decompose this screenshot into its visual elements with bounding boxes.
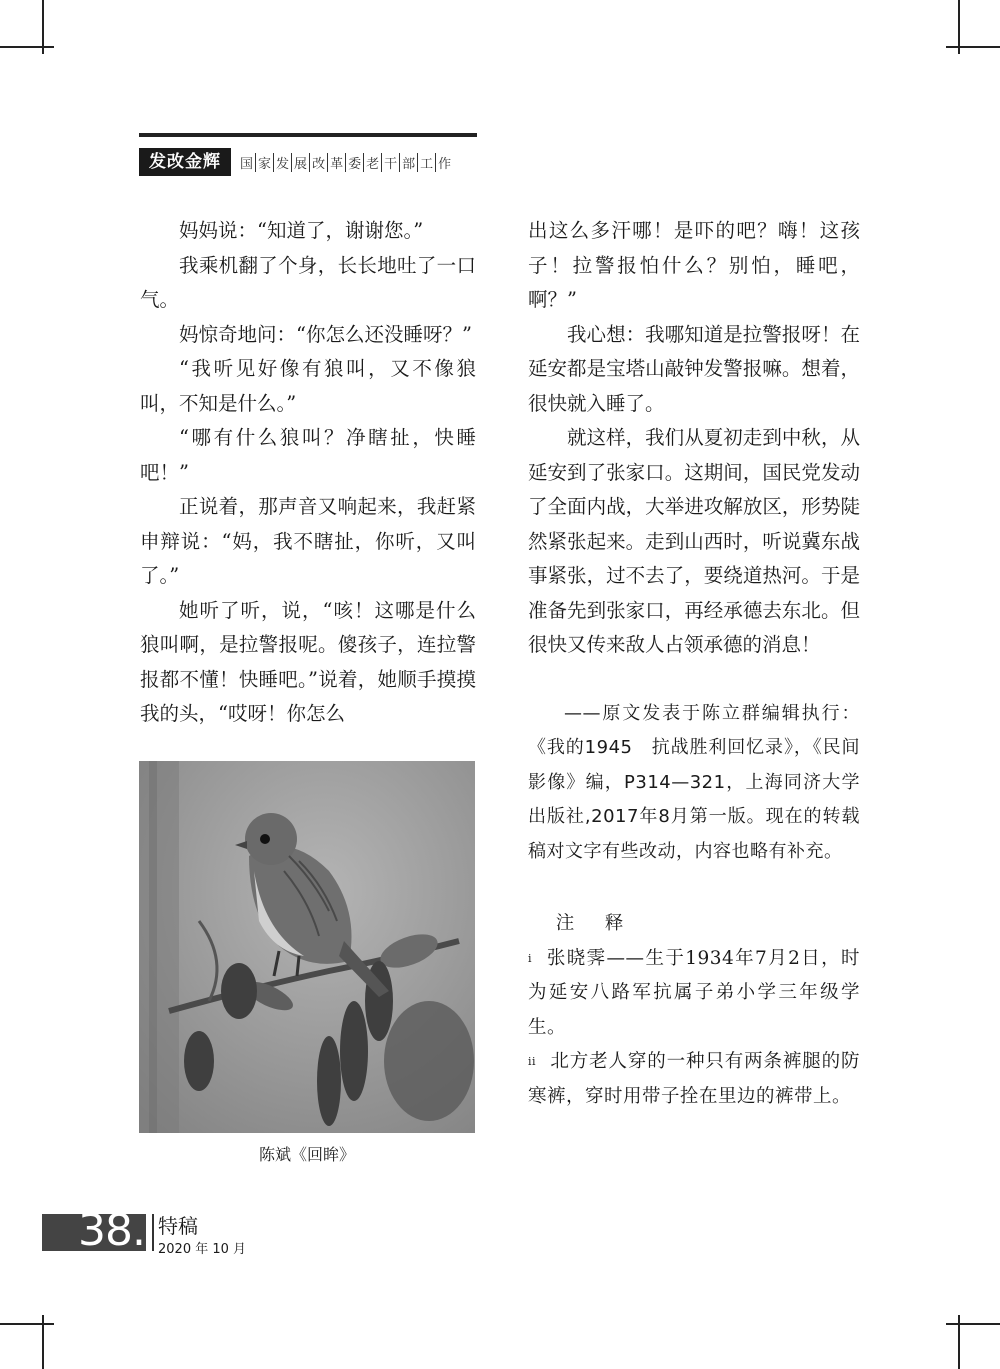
right-column bbox=[528, 214, 860, 1114]
subtitle-char: 展 bbox=[291, 153, 309, 172]
photo-caption: 陈斌《回眸》 bbox=[258, 1145, 355, 1164]
paragraph: 正说着，那声音又响起来，我赶紧申辩说：“妈，我不瞎扯，你听，又叫了。” bbox=[140, 495, 476, 587]
bird-illustration bbox=[139, 761, 475, 1133]
page-number: 38. bbox=[78, 1205, 145, 1256]
subtitle-char: 家 bbox=[255, 153, 273, 172]
section-title: 发改金辉 bbox=[139, 148, 231, 176]
crop-mark bbox=[958, 0, 960, 54]
paragraph: “哪有什么狼叫？净瞎扯，快睡吧！” bbox=[140, 426, 476, 484]
spacer bbox=[528, 663, 860, 697]
header-subtitle bbox=[238, 148, 453, 176]
subtitle-char: 部 bbox=[399, 153, 417, 172]
footnote bbox=[528, 942, 860, 1046]
footnote-text: 北方老人穿的一种只有两条裤腿的防寒裤，穿时用带子拴在里边的裤带上。 bbox=[528, 1051, 860, 1107]
crop-mark bbox=[42, 1315, 44, 1369]
paragraph: “我听见好像有狼叫，又不像狼叫，不知是什么。” bbox=[140, 357, 476, 415]
paragraph: 就这样，我们从夏初走到中秋，从延安到了张家口。这期间，国民党发动了全面内战，大举进攻解放区，形势陡然紧张起来。走到山西时，听说冀东战事紧张，过不去了，要绕道热河。于是准备先到张家口，再经承德去东北。但很快又传来敌人占领承德的消息！ bbox=[528, 426, 860, 656]
notes-heading: 注 释 bbox=[555, 913, 630, 934]
subtitle-char: 老 bbox=[363, 153, 381, 172]
footnote-text: 张晓霁——生于1934年7月2日，时为延安八路军抗属子弟小学三年级学生。 bbox=[528, 947, 860, 1038]
crop-mark bbox=[42, 0, 44, 54]
header-rule bbox=[139, 133, 477, 137]
source-note: ——原文发表于陈立群编辑执行：《我的1945 抗战胜利回忆录》，《民间影像》编，P314—321，上海同济大学出版社,2017年8月第一版。现在的转载稿对文字有些改动，内容也略有补充。 bbox=[528, 702, 860, 862]
crop-mark bbox=[958, 1315, 960, 1369]
crop-mark bbox=[946, 46, 1000, 48]
subtitle-char: 委 bbox=[345, 153, 363, 172]
footnote bbox=[528, 1045, 860, 1114]
paragraph: 我心想：我哪知道是拉警报呀！在延安都是宝塔山敲钟发警报嘛。想着，很快就入睡了。 bbox=[528, 322, 860, 415]
paragraph: 妈惊奇地问：“你怎么还没睡呀？” bbox=[179, 322, 472, 346]
crop-mark bbox=[0, 1323, 54, 1325]
subtitle-char: 干 bbox=[381, 153, 399, 172]
spacer bbox=[528, 869, 860, 903]
subtitle-char: 发 bbox=[273, 153, 291, 172]
subtitle-char: 革 bbox=[327, 153, 345, 172]
paragraph: 她听了听，说，“咳！这哪是什么狼叫啊，是拉警报呢。傻孩子，连拉警报都不懂！快睡吧。”说着，她顺手摸摸我的头，“哎呀！你怎么 bbox=[140, 598, 476, 725]
crop-mark bbox=[0, 46, 54, 48]
subtitle-char: 国 bbox=[240, 156, 254, 172]
subtitle-char: 作 bbox=[435, 153, 453, 172]
paragraph: 妈妈说：“知道了，谢谢您。” bbox=[179, 219, 424, 242]
bird-photo bbox=[139, 761, 475, 1133]
subtitle-char: 工 bbox=[417, 153, 435, 172]
footer-divider bbox=[152, 1214, 154, 1251]
left-column bbox=[140, 214, 476, 732]
footer-section: 特稿 bbox=[158, 1214, 198, 1238]
crop-mark bbox=[946, 1323, 1000, 1325]
footer-date: 2020 年 10 月 bbox=[158, 1242, 247, 1257]
footnote-mark: ii bbox=[528, 1055, 537, 1068]
paragraph: 我乘机翻了个身，长长地吐了一口气。 bbox=[140, 253, 476, 311]
footnote-mark: i bbox=[528, 951, 533, 965]
paragraph-continuation: 出这么多汗哪！是吓的吧？嗨！这孩子！拉警报怕什么？别怕，睡吧，啊？” bbox=[528, 219, 860, 311]
subtitle-char: 改 bbox=[309, 153, 327, 172]
